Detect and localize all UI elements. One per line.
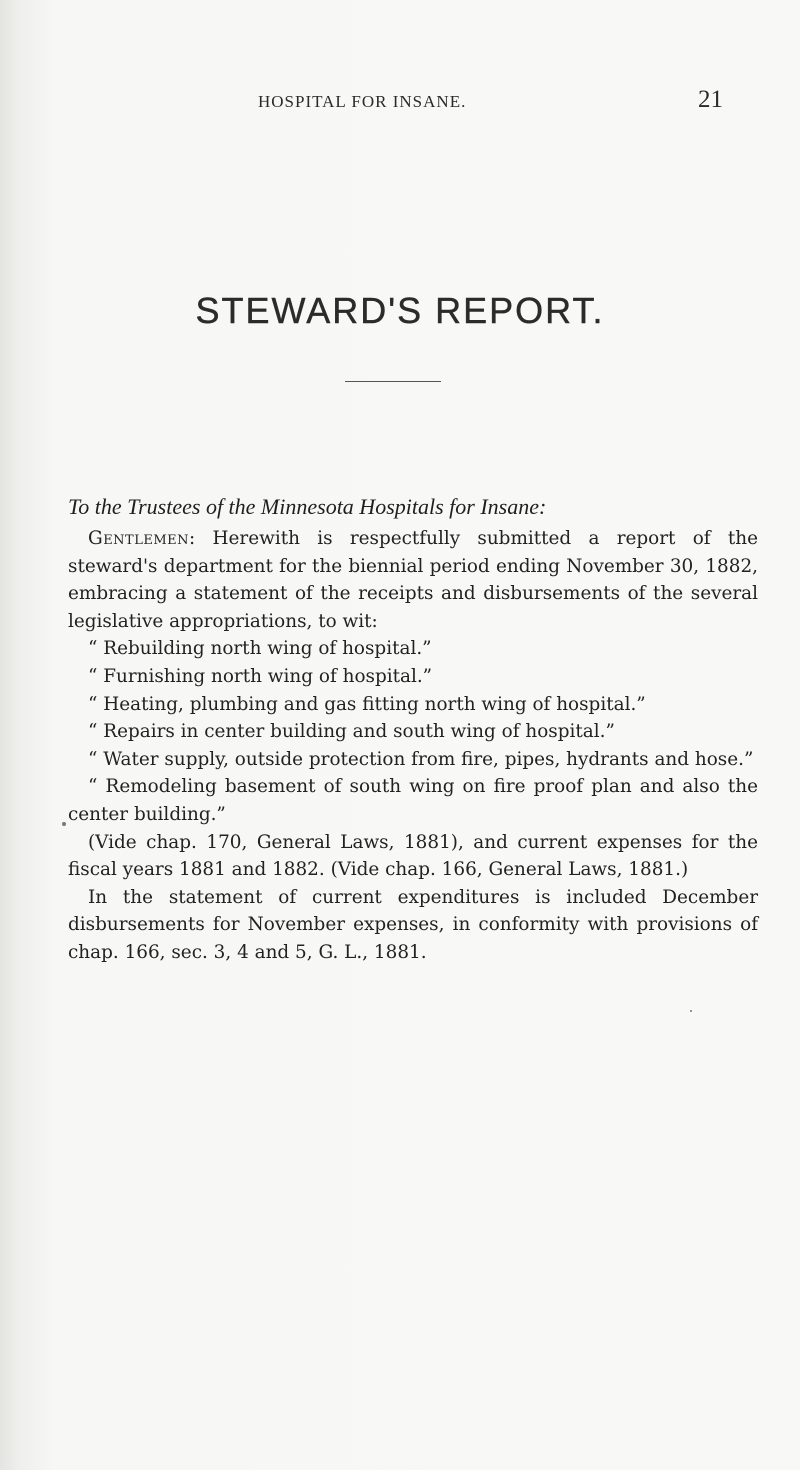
appropriation-item: “ Heating, plumbing and gas fitting north wing of hospital.” xyxy=(88,693,646,715)
closing-paragraph: In the statement of current expenditures is included December disbursements for November expenses, in conformity with provisions of chap. 166, sec. 3, 4 and 5, G. L., 1881. xyxy=(68,886,758,963)
report-title: STEWARD'S REPORT. xyxy=(195,290,605,331)
greeting-word: Gentlemen xyxy=(88,528,190,549)
running-head: HOSPITAL FOR INSANE. xyxy=(258,92,467,111)
title-divider xyxy=(345,381,441,382)
appropriation-item: “ Furnishing north wing of hospital.” xyxy=(88,665,433,687)
appropriation-item: “ Repairs in center building and south wing of hospital.” xyxy=(88,721,615,743)
intro-text: : Herewith is respectfully submitted a report of the steward's department for the biennial period ending November 30, 1882, embracing a statement of the receipts and disbursements of the several legislative appropriations, to wit: xyxy=(68,528,758,632)
intro-paragraph xyxy=(68,525,758,635)
ink-speck xyxy=(62,822,66,826)
report-body xyxy=(68,525,758,967)
appropriation-item: “ Remodeling basement of south wing on fire proof plan and also the center building.” xyxy=(68,776,758,825)
page-number: 21 xyxy=(698,86,723,113)
salutation: To the Trustees of the Minnesota Hospitals for Insane: xyxy=(68,494,547,519)
appropriation-item: “ Rebuilding north wing of hospital.” xyxy=(88,638,432,660)
vide-paragraph: (Vide chap. 170, General Laws, 1881), and current expenses for the fiscal years 1881 and 1882. (Vide chap. 166, General Laws, 1881.) xyxy=(68,831,758,881)
appropriation-item: “ Water supply, outside protection from fire, pipes, hydrants and hose.” xyxy=(88,748,754,770)
ink-speck xyxy=(690,1010,692,1012)
